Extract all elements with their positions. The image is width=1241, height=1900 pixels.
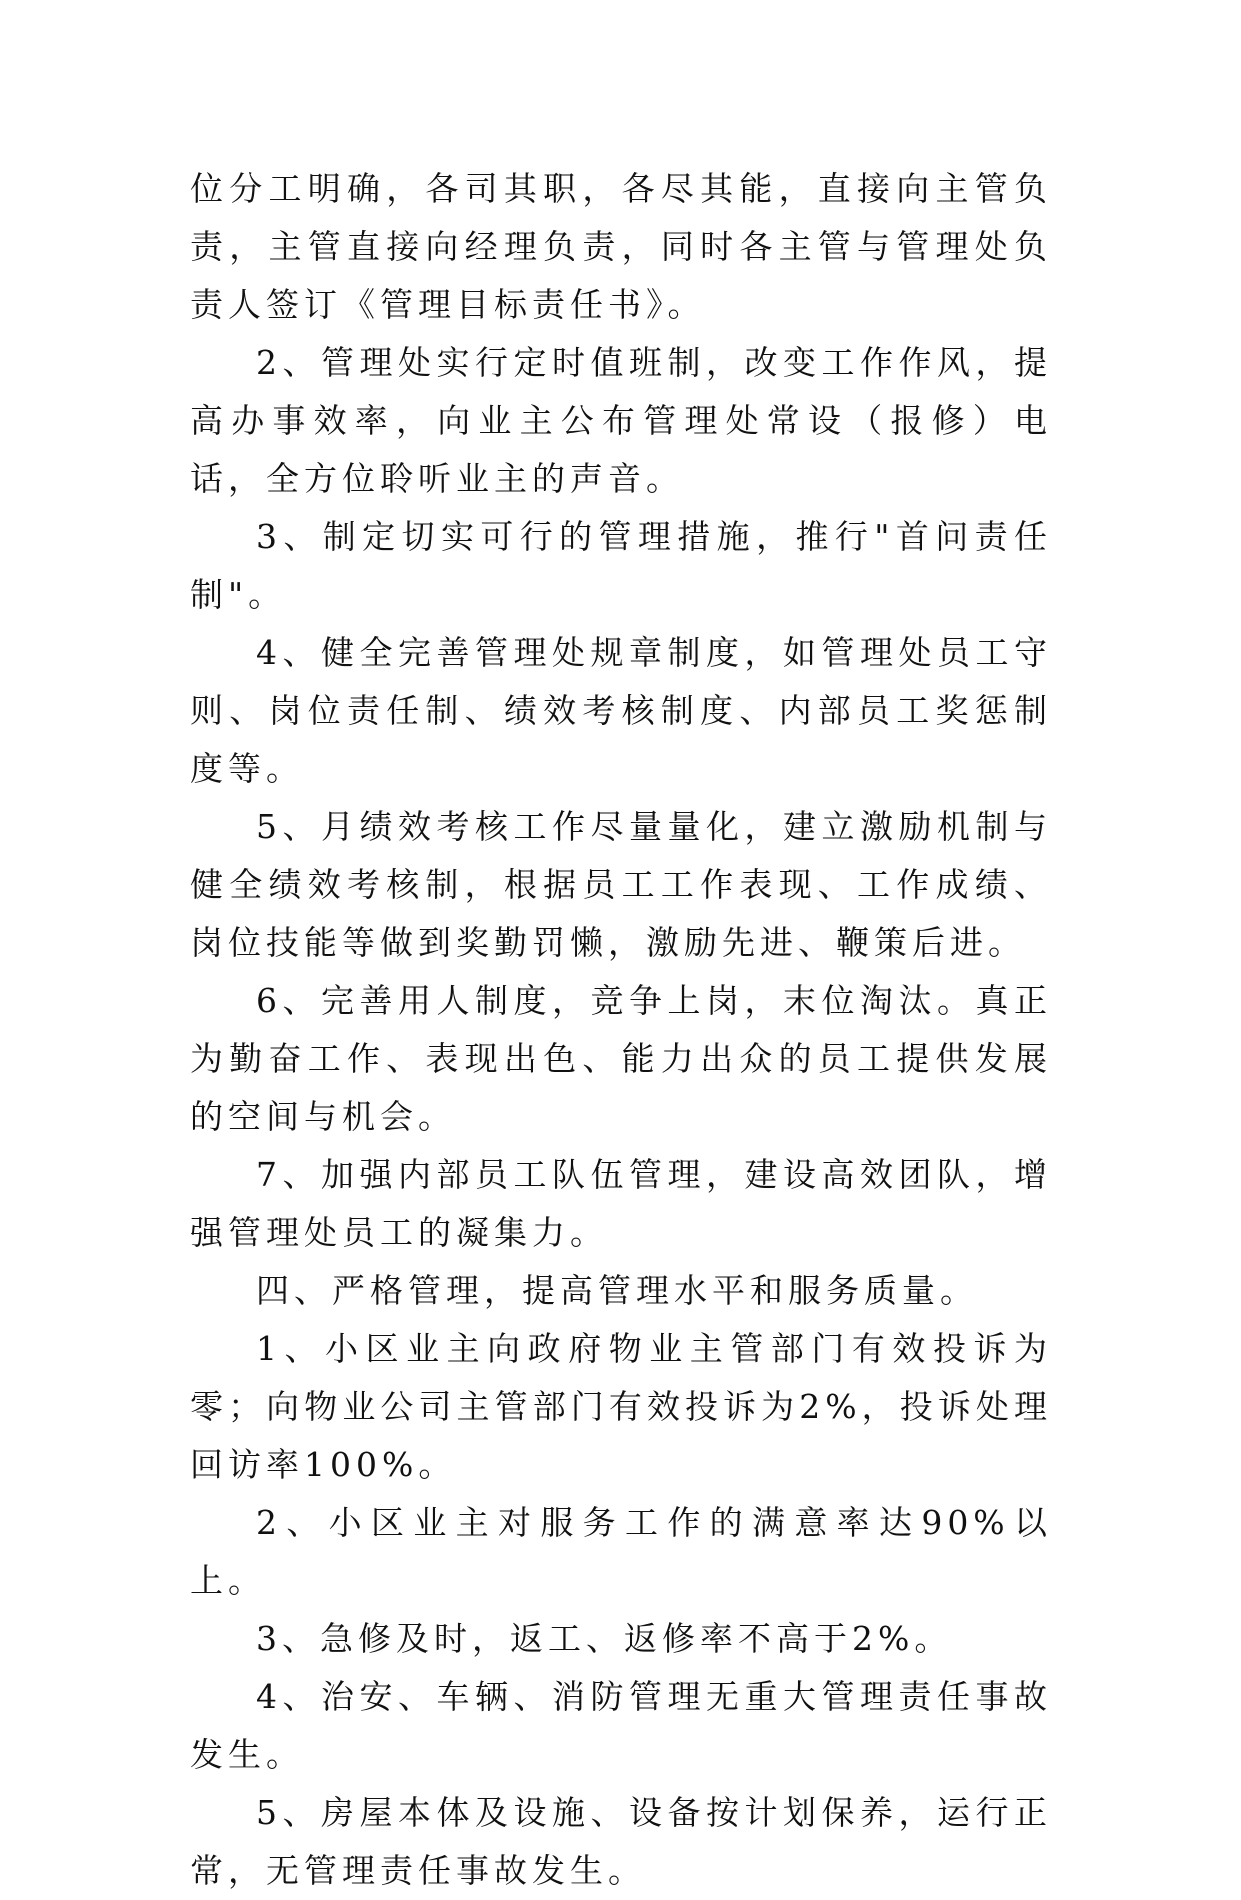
paragraph-continuation: 位分工明确，各司其职，各尽其能，直接向主管负责，主管直接向经理负责，同时各主管与管理处负责人签订《管理目标责任书》。 [190,169,1052,324]
paragraph-item-3-management-measures: 3、制定切实可行的管理措施，推行"首问责任制"。 [190,517,1052,614]
paragraph-target-4-safety: 4、治安、车辆、消防管理无重大管理责任事故发生。 [190,1677,1052,1774]
paragraph-target-1-complaints: 1、小区业主向政府物业主管部门有效投诉为零；向物业公司主管部门有效投诉为2%，投诉处理回访率100%。 [190,1329,1052,1484]
paragraph-target-5-maintenance: 5、房屋本体及设施、设备按计划保养，运行正常，无管理责任事故发生。 [190,1793,1052,1890]
paragraph-item-6-employment: 6、完善用人制度，竞争上岗，末位淘汰。真正为勤奋工作、表现出色、能力出众的员工提供发展的空间与机会。 [190,981,1052,1136]
section-heading-four: 四、严格管理，提高管理水平和服务质量。 [256,1271,978,1310]
paragraph-item-5-performance: 5、月绩效考核工作尽量量化，建立激励机制与健全绩效考核制，根据员工工作表现、工作成绩、岗位技能等做到奖勤罚懒，激励先进、鞭策后进。 [190,807,1052,962]
paragraph-item-7-team: 7、加强内部员工队伍管理，建设高效团队，增强管理处员工的凝集力。 [190,1155,1052,1252]
paragraph-target-3-repairs: 3、急修及时，返工、返修率不高于2%。 [256,1619,953,1658]
paragraph-item-4-rules: 4、健全完善管理处规章制度，如管理处员工守则、岗位责任制、绩效考核制度、内部员工奖惩制度等。 [190,633,1052,788]
document-page [190,160,1052,1900]
paragraph-target-2-satisfaction: 2、小区业主对服务工作的满意率达90%以上。 [190,1503,1052,1600]
paragraph-item-2-duty-system: 2、管理处实行定时值班制，改变工作作风，提高办事效率，向业主公布管理处常设（报修）电话，全方位聆听业主的声音。 [190,343,1052,498]
